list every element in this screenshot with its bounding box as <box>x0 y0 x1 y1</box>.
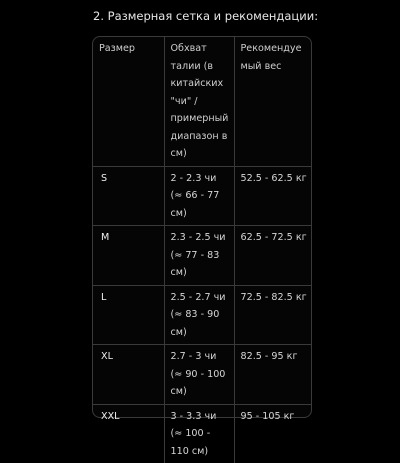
table-row <box>93 404 311 463</box>
size-cell: XL <box>93 345 164 405</box>
table-row <box>93 345 311 405</box>
table-row <box>93 285 311 345</box>
weight-cell: 62.5 - 72.5 кг <box>234 226 311 286</box>
waist-cell: 2.5 - 2.7 чи (≈ 83 - 90 см) <box>164 285 234 345</box>
size-cell: XXL <box>93 404 164 463</box>
waist-cell: 2 - 2.3 чи (≈ 66 - 77 см) <box>164 166 234 226</box>
table-row <box>93 226 311 286</box>
weight-cell: 95 - 105 кг <box>240 410 295 422</box>
size-cell: M <box>93 226 164 286</box>
size-cell: L <box>93 285 164 345</box>
size-chart-table <box>92 36 312 457</box>
header-size: Размер <box>93 37 164 166</box>
weight-cell: 52.5 - 62.5 кг <box>234 166 311 226</box>
waist-cell: 2.3 - 2.5 чи (≈ 77 - 83 см) <box>164 226 234 286</box>
waist-cell: 3 - 3.3 чи (≈ 100 - 110 см) <box>164 404 234 463</box>
size-cell: S <box>93 166 164 226</box>
table-header-row <box>93 37 311 166</box>
header-weight: Рекомендуемый вес <box>234 37 311 166</box>
weight-cell: 82.5 - 95 кг <box>234 345 311 405</box>
header-waist: Обхват талии (в китайских "чи" / примерный диапазон в см) <box>164 37 234 166</box>
waist-cell: 2.7 - 3 чи (≈ 90 - 100 см) <box>164 345 234 405</box>
section-heading: 2. Размерная сетка и рекомендации: <box>93 9 319 23</box>
table-row <box>93 166 311 226</box>
weight-cell: 72.5 - 82.5 кг <box>234 285 311 345</box>
